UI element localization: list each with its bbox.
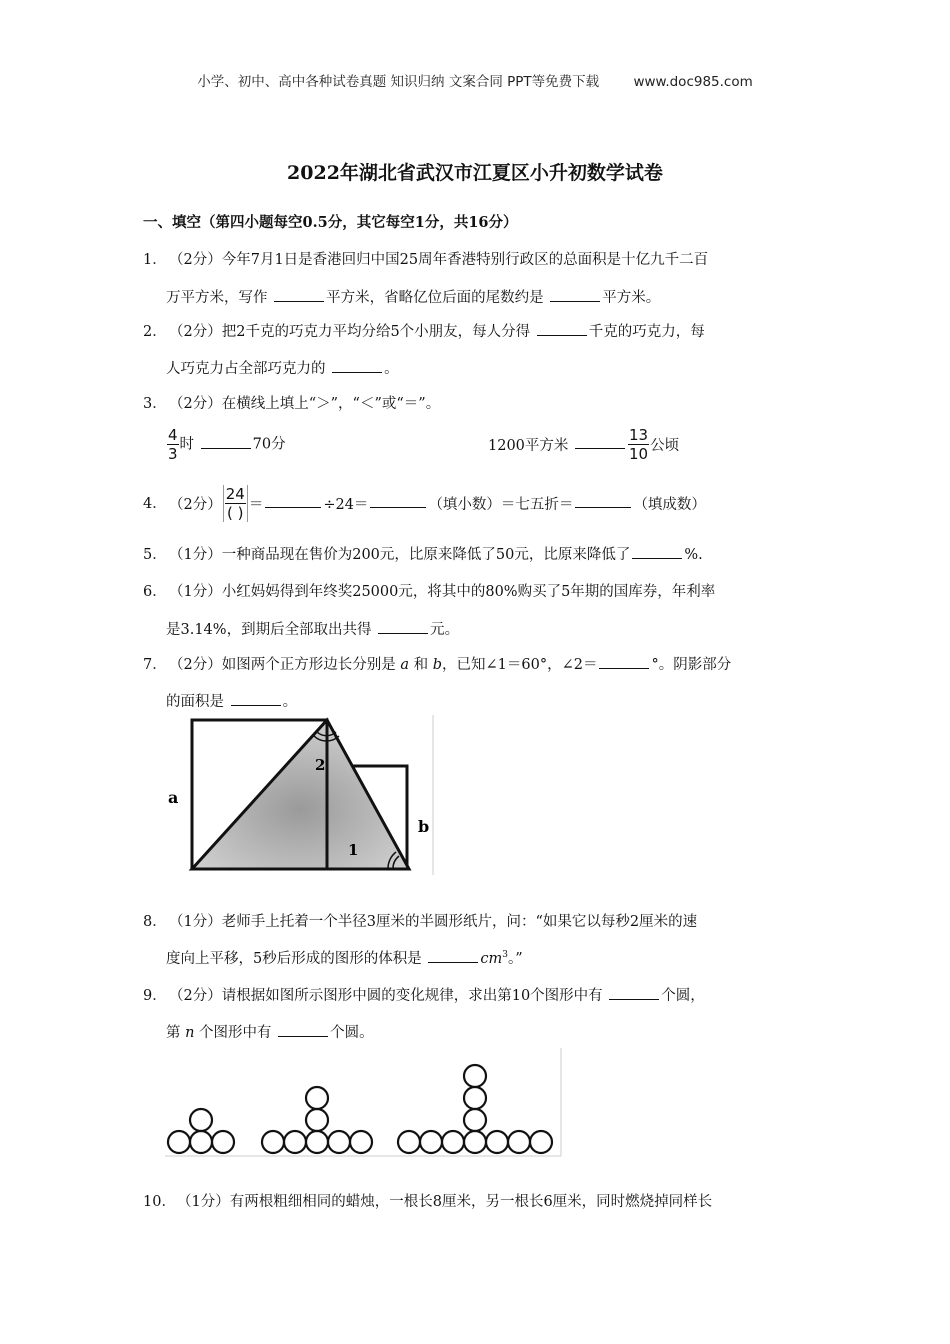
answer-blank[interactable] [378, 632, 428, 634]
question-7-line2: 的面积是 。 [166, 694, 298, 710]
question-9-line2: 第 n 个图形中有 个圆。 [166, 1025, 374, 1041]
question-10: 10．（1分）有两根粗细相同的蜡烛，一根长8厘米，另一根长6厘米，同时燃烧掉同样长 [143, 1194, 713, 1210]
answer-blank[interactable] [550, 300, 600, 302]
pattern-circle [464, 1087, 486, 1109]
answer-blank[interactable] [274, 300, 324, 302]
squares-figure [160, 715, 440, 875]
question-5: 5． （1分）一种商品现在售价为200元，比原来降低了50元，比原来降低了 %. [143, 547, 703, 563]
question-8-line2: 度向上平移，5秒后形成的图形的体积是 $cm^3$。” [166, 950, 523, 967]
question-7: 7． （2分）如图两个正方形边长分别是 a 和 b，已知∠1＝60°，∠2＝ °。阴影部分 [143, 657, 732, 673]
answer-blank[interactable] [599, 667, 649, 669]
pattern-circle [464, 1131, 486, 1153]
question-9: 9． （2分）请根据如图所示图形中圆的变化规律，求出第10个图形中有 个圆， [143, 988, 705, 1004]
question-6: 6． （1分）小红妈妈得到年终奖25000元，将其中的80%购买了5年期的国库券，年利率 [143, 584, 716, 600]
answer-blank[interactable] [201, 447, 251, 449]
question-3-items: $\frac{4}{3}$ 时 70分 [168, 426, 286, 463]
answer-blank[interactable] [428, 961, 478, 963]
answer-blank[interactable] [632, 557, 682, 559]
label-a: a [168, 788, 179, 807]
pattern-circle [306, 1087, 328, 1109]
question-4: 4． （2分） $\frac{24}{( )}$ ＝ ÷24＝ （填小数）＝七五折＝ （填成数） [143, 485, 706, 522]
fraction: $\frac{24}{( )}$ [223, 485, 248, 522]
pattern-circle [486, 1131, 508, 1153]
question-6-line2: 是3.14%，到期后全部取出共得 元。 [166, 622, 460, 638]
pattern-circle [398, 1131, 420, 1153]
fraction: $\frac{13}{10}$ [629, 426, 649, 463]
section-heading: 一、填空（第四小题每空0.5分，其它每空1分，共16分） [143, 214, 518, 231]
question-1-line2: 万平方米，写作 平方米，省略亿位后面的尾数约是 平方米。 [166, 290, 661, 306]
pattern-circle [212, 1131, 234, 1153]
question-2-line2: 人巧克力占全部巧克力的 。 [166, 361, 399, 377]
page-title: 2022年湖北省武汉市江夏区小升初数学试卷 [287, 162, 663, 184]
question-3-item-2: 1200平方米 $\frac{13}{10}$ 公顷 [488, 426, 680, 463]
pattern-circle [284, 1131, 306, 1153]
pattern-circle [530, 1131, 552, 1153]
pattern-circle [350, 1131, 372, 1153]
question-2: 2． （2分）把2千克的巧克力平均分给5个小朋友，每人分得 千克的巧克力，每 [143, 324, 705, 340]
label-b: b [418, 817, 430, 836]
pattern-circle [190, 1109, 212, 1131]
pattern-circle [306, 1109, 328, 1131]
pattern-circle [508, 1131, 530, 1153]
label-angle-2: 2 [315, 756, 326, 774]
answer-blank[interactable] [575, 506, 631, 508]
answer-blank[interactable] [537, 334, 587, 336]
pattern-circle [420, 1131, 442, 1153]
label-angle-1: 1 [348, 841, 359, 859]
answer-blank[interactable] [265, 506, 321, 508]
answer-blank[interactable] [278, 1035, 328, 1037]
pattern-circle [190, 1131, 212, 1153]
pattern-circle [328, 1131, 350, 1153]
header-text: 小学、初中、高中各种试卷真题 知识归纳 文案合同 PPT等免费下载 [197, 74, 600, 90]
pattern-circle [442, 1131, 464, 1153]
pattern-circle [464, 1065, 486, 1087]
answer-blank[interactable] [575, 447, 625, 449]
answer-blank[interactable] [609, 998, 659, 1000]
header-url[interactable]: www.doc985.com [633, 74, 753, 90]
question-1: 1． （2分）今年7月1日是香港回归中国25周年香港特别行政区的总面积是十亿九千二百 [143, 252, 709, 268]
circle-pattern-figure [165, 1048, 565, 1160]
fraction: $\frac{4}{3}$ [168, 426, 178, 463]
answer-blank[interactable] [332, 371, 382, 373]
pattern-circle [262, 1131, 284, 1153]
pattern-circle [168, 1131, 190, 1153]
answer-blank[interactable] [231, 704, 281, 706]
answer-blank[interactable] [370, 506, 426, 508]
question-8: 8． （1分）老师手上托着一个半径3厘米的半圆形纸片，问：“如果它以每秒2厘米的速 [143, 914, 698, 930]
page-header [0, 70, 950, 90]
question-3: 3． （2分）在横线上填上“＞”，“＜”或“＝”。 [143, 396, 441, 412]
pattern-circle [306, 1131, 328, 1153]
pattern-circle [464, 1109, 486, 1131]
shaded-triangle [192, 720, 409, 869]
